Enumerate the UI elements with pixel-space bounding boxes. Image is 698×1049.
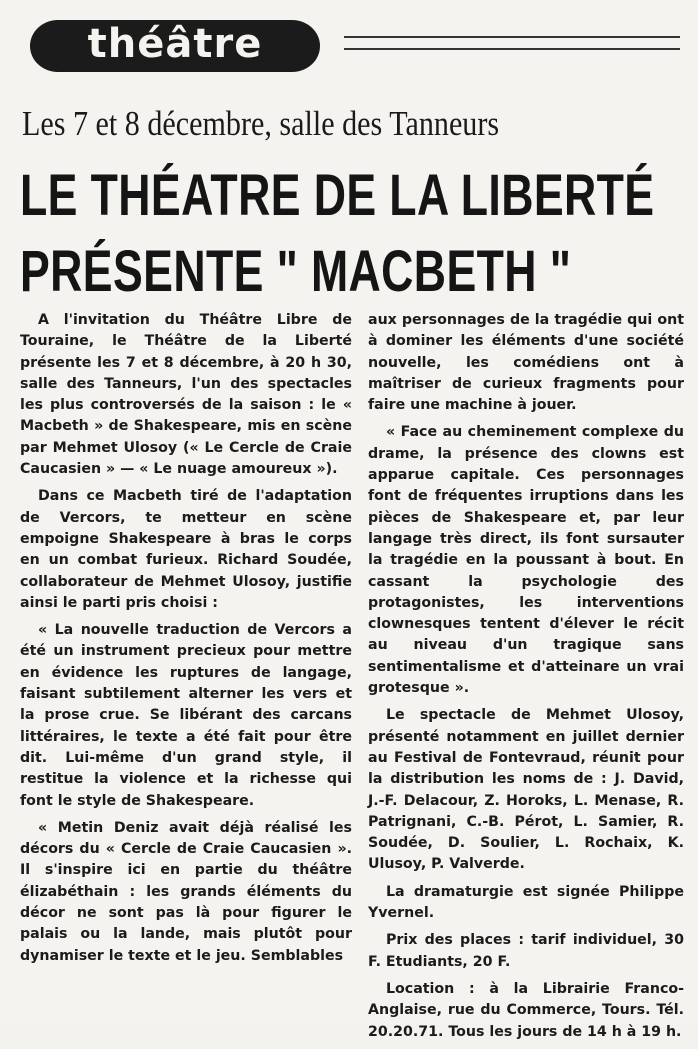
paragraph: Location : à la Librairie Franco-Anglaise, rue du Commerce, Tours. Tél. 20.20.71. Tous les jours de 14 h à 19 h. bbox=[368, 980, 684, 1040]
section-label: théâtre bbox=[87, 21, 263, 67]
paragraph: Prix des places : tarif individuel, 30 F. Etudiants, 20 F. bbox=[368, 932, 684, 970]
header-rule-bottom bbox=[344, 48, 680, 50]
right-column bbox=[368, 310, 684, 1049]
paragraph: « La nouvelle traduction de Vercors a été un instrument precieux pour mettre en évidence les ruptures de langage, faisant subtilement alterner les vers et la prose crue. Se libérant des carcans littéraires, le texte a été fait pour être dit. Lui-même d'un grand style, il restitue la violence et la richesse qui font le style de Shakespeare. bbox=[20, 622, 352, 809]
headline-line-1: LE THÉATRE DE LA LIBERTÉ bbox=[20, 163, 655, 228]
paragraph: Dans ce Macbeth tiré de l'adaptation de Vercors, te metteur en scène empoigne Shakespeare à bras le corps en un combat furieux. Richard Soudée, collaborateur de Mehmet Ulosoy, justifie ainsi le parti pris choisi : bbox=[20, 488, 352, 611]
article-headline bbox=[20, 158, 655, 310]
paragraph-continued: aux personnages de la tragédie qui ont à dominer les éléments d'une société nouvelle, les comédiens ont à maîtriser de curieux fragments pour faire une machine à jouer. bbox=[368, 312, 684, 414]
headline-line-2: PRÉSENTE " MACBETH " bbox=[20, 239, 572, 304]
header-rules bbox=[344, 36, 680, 52]
paragraph: A l'invitation du Théâtre Libre de Touraine, le Théâtre de la Liberté présente les 7 et 8 décembre, à 20 h 30, salle des Tanneurs, l'un des spectacles les plus controversés de la saison : le « Macbeth » de Shakespeare, mis en scène par Mehmet Ulosoy (« Le Cercle de Craie Caucasien » — « Le nuage amoureux »). bbox=[20, 312, 352, 478]
paragraph: « Face au cheminement complexe du drame, la présence des clowns est apparue capitale. Ces personnages font de fréquentes irruptions dans les pièces de Shakespeare et, par leur langage très direct, ils font sursauter la tragédie en la poussant à bout. En cassant la psychologie des protagonistes, les interventions clownesques tentent d'élever le récit au niveau d'un tragique sans sentimentalisme et d'atteinare un vrai grotesque ». bbox=[368, 424, 684, 697]
left-column bbox=[20, 310, 352, 973]
header-rule-top bbox=[344, 36, 680, 38]
section-banner bbox=[30, 20, 320, 72]
column-gutter bbox=[358, 318, 359, 1008]
paragraph: La dramaturgie est signée Philippe Yvernel. bbox=[368, 883, 684, 922]
paragraph: « Metin Deniz avait déjà réalisé les décors du « Cercle de Craie Caucasien ». Il s'inspire ici en partie du théâtre élizabéthain : les grands éléments du décor ne sont pas là pour figurer le palais ou la lande, mais plutôt pour dynamiser le texte et le jeu. Semblables bbox=[20, 819, 352, 964]
article-subheadline: Les 7 et 8 décembre, salle des Tanneurs bbox=[22, 104, 500, 143]
paragraph: Le spectacle de Mehmet Ulosoy, présenté notamment en juillet dernier au Festival de Fontevraud, réunit pour la distribution les noms de : J. David, J.-F. Delacour, Z. Horoks, L. Menase, R. Patrignani, C.-B. Pérot, L. Samier, R. Soudée, D. Soulier, L. Rochaix, K. Ulusoy, P. Valverde. bbox=[368, 707, 684, 873]
